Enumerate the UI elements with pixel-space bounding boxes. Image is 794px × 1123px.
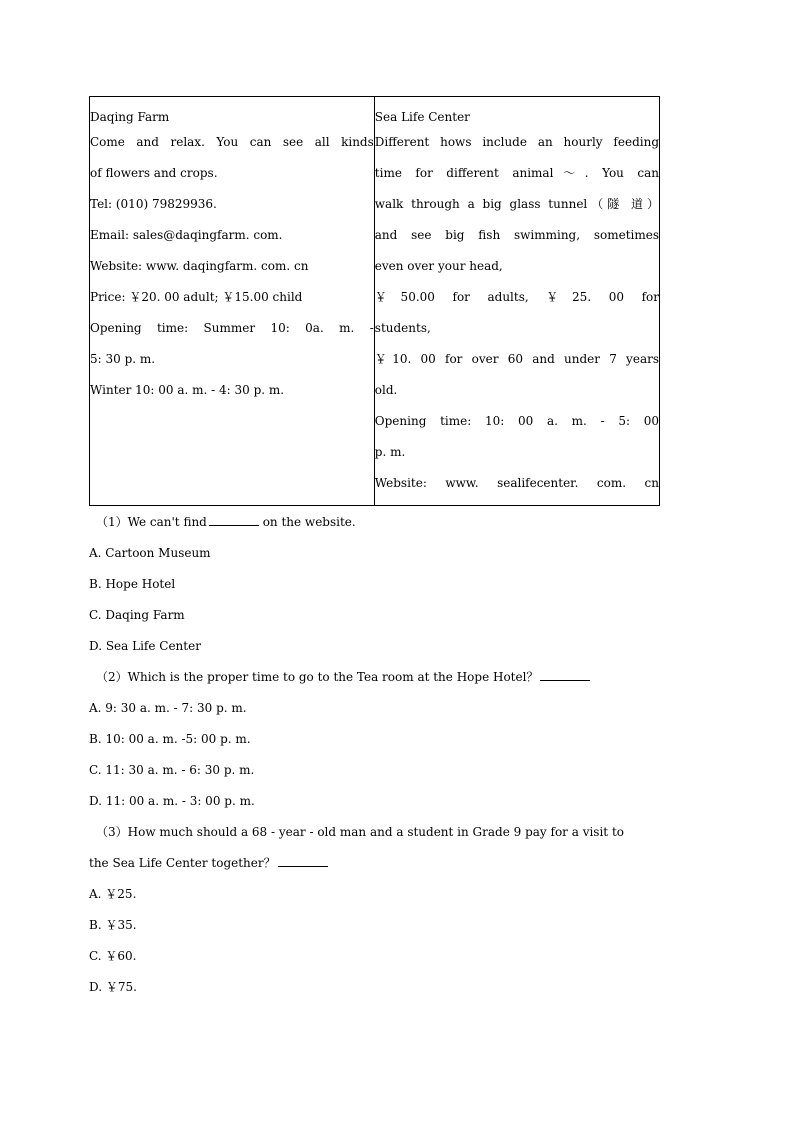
question-3-stem-line-2 [89,848,739,879]
questions-section [89,507,739,1003]
question-1-text-after: on the website. [258,515,356,529]
sealife-line: students, [374,321,431,335]
sealife-line: p. m. [374,445,406,459]
sealife-line: old. [374,383,398,397]
daqing-line: of flowers and crops. [90,166,218,180]
sealife-line: walk through a big glass tunnel（隧 道） [374,197,659,211]
daqing-line: Website: www. daqingfarm. com. cn [90,259,309,273]
question-3-text: the Sea Life Center together？ [89,856,276,870]
answer-blank [278,854,328,867]
question-3-option-a: A. ￥25. [89,887,137,901]
answer-blank [209,513,259,526]
sealife-line: and see big fish swimming, sometimes [374,228,659,242]
answer-blank [540,668,590,681]
daqing-line: Price: ￥20. 00 adult; ￥15.00 child [90,290,303,304]
sealife-line: even over your head, [374,259,503,273]
question-3-option-c: C. ￥60. [89,949,137,963]
question-2-text: （2）Which is the proper time to go to the Tea room at the Hope Hotel？ [96,670,539,684]
daqing-line: Tel: (010) 79829936. [90,197,217,211]
question-2-stem [89,662,739,693]
attractions-table [89,96,660,506]
question-1-option-d: D. Sea Life Center [89,639,201,653]
question-3-option-b: B. ￥35. [89,918,137,932]
sealife-line: Opening time: 10: 00 a. m. - 5: 00 [374,414,659,428]
question-1-option-c: C. Daqing Farm [89,608,185,622]
sea-life-center-cell [374,97,659,506]
question-2-option-b: B. 10: 00 a. m. -5: 00 p. m. [89,732,251,746]
sealife-line: time for different animal～. You can [374,166,659,180]
daqing-farm-cell [90,97,375,506]
question-3-stem-line-1: （3）How much should a 68 - year - old man and a student in Grade 9 pay for a visit to [96,825,624,839]
question-1-text-before: （1）We can't find [96,515,207,529]
question-1-option-b: B. Hope Hotel [89,577,176,591]
daqing-line: Opening time: Summer 10: 0a. m. - [90,321,374,335]
question-2-option-c: C. 11: 30 a. m. - 6: 30 p. m. [89,763,255,777]
question-3-option-d: D. ￥75. [89,980,137,994]
question-1-option-a: A. Cartoon Museum [89,546,211,560]
question-1-stem [89,507,739,538]
daqing-line: 5: 30 p. m. [90,352,156,366]
sealife-line: Different hows include an hourly feeding [374,135,659,149]
daqing-farm-title: Daqing Farm [90,110,170,124]
question-2-option-d: D. 11: 00 a. m. - 3: 00 p. m. [89,794,255,808]
question-2-option-a: A. 9: 30 a. m. - 7: 30 p. m. [89,701,247,715]
sealife-line: Website: www. sealifecenter. com. cn [374,476,659,490]
sealife-line: ￥50.00 for adults, ￥25. 00 for [374,290,659,304]
daqing-line: Winter 10: 00 a. m. - 4: 30 p. m. [90,383,285,397]
daqing-line: Come and relax. You can see all kinds [90,135,374,149]
daqing-line: Email: sales@daqingfarm. com. [90,228,283,242]
sea-life-title: Sea Life Center [374,110,470,124]
sealife-line: ￥10. 00 for over 60 and under 7 years [374,352,659,366]
